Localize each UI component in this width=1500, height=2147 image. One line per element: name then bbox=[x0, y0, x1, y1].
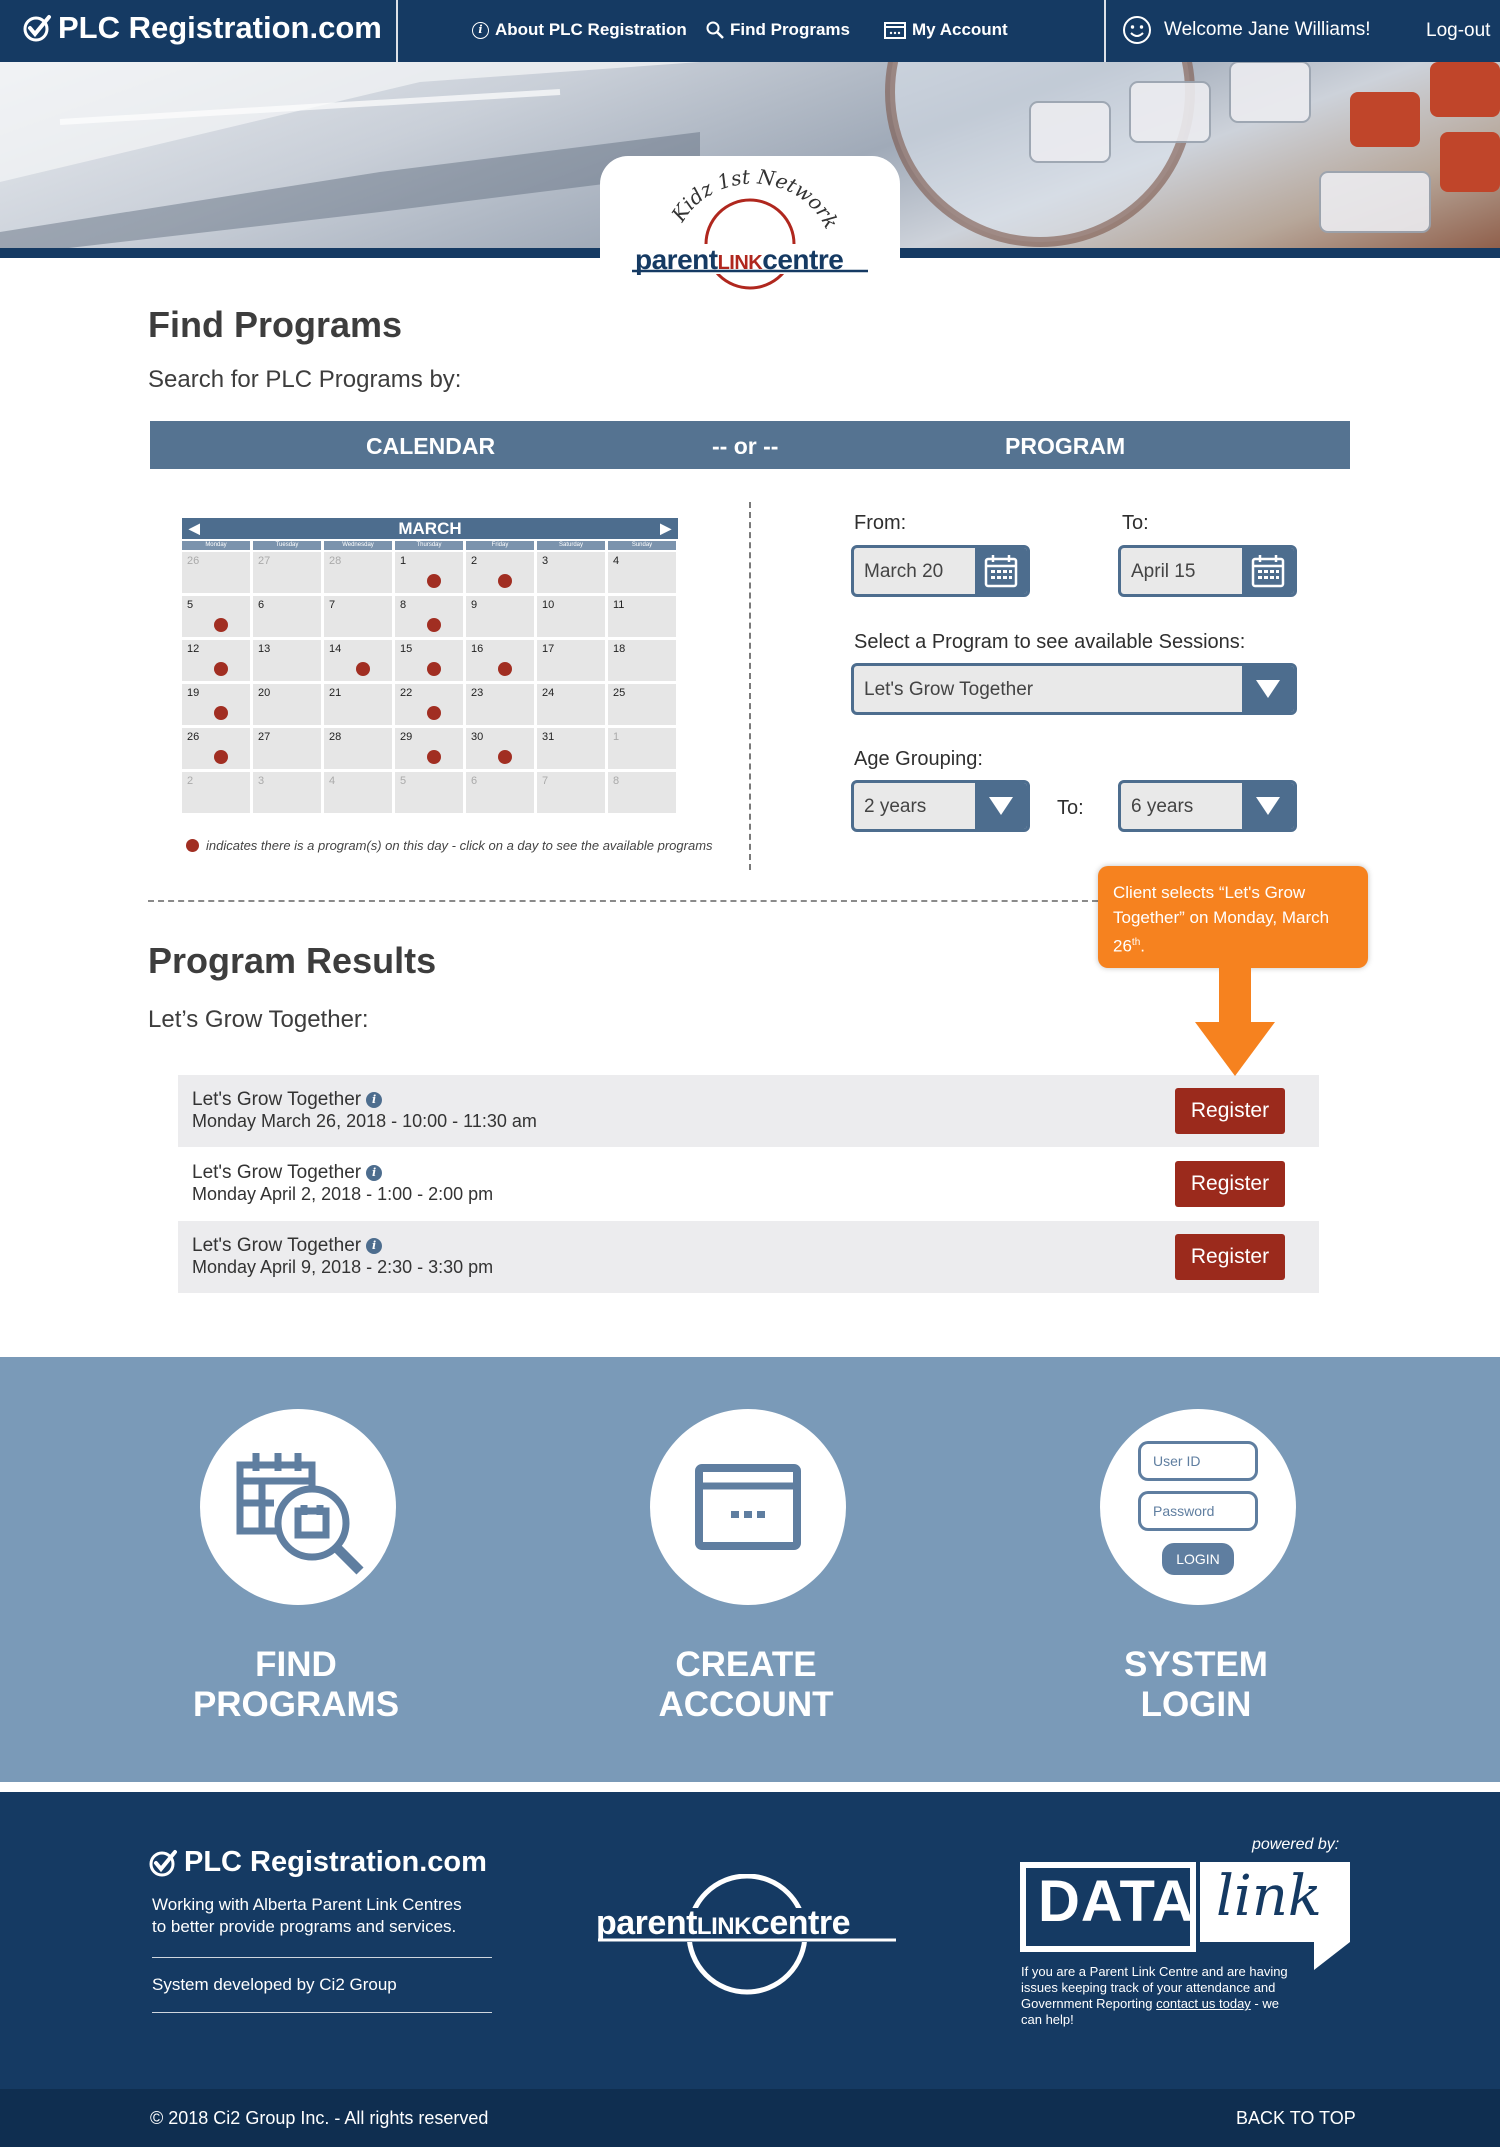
callout-ordinal: th bbox=[1131, 937, 1141, 948]
calendar-day-number: 24 bbox=[542, 687, 555, 699]
program-dot-icon bbox=[356, 662, 370, 676]
calendar-day-number: 5 bbox=[187, 599, 194, 611]
calendar-day-number: 4 bbox=[613, 555, 620, 567]
from-date-value: March 20 bbox=[864, 561, 944, 582]
check-circle-icon bbox=[22, 13, 52, 43]
calendar-day-number: 6 bbox=[258, 599, 265, 611]
age-from-value: 2 years bbox=[864, 796, 927, 817]
calendar-day-number: 29 bbox=[400, 731, 413, 743]
tab-calendar[interactable]: CALENDAR bbox=[366, 433, 496, 459]
nav-divider bbox=[396, 0, 398, 62]
system-login-label bbox=[1046, 1645, 1346, 1725]
info-icon: i bbox=[472, 22, 489, 39]
check-circle-icon bbox=[148, 1848, 178, 1878]
calendar-day-number: 19 bbox=[187, 687, 200, 699]
register-button[interactable]: Register bbox=[1175, 1234, 1285, 1280]
calendar-day-cell[interactable] bbox=[324, 552, 392, 593]
list-item bbox=[178, 1221, 1319, 1293]
help-line-3-b: - we bbox=[1250, 1996, 1279, 2011]
browser-window-icon bbox=[693, 1462, 803, 1552]
search-mode-bar bbox=[150, 421, 1350, 469]
calendar-day-cell[interactable] bbox=[608, 552, 676, 593]
calendar-day-number: 5 bbox=[400, 775, 407, 787]
user-id-input[interactable]: User ID bbox=[1138, 1441, 1258, 1481]
calendar-day-cell[interactable] bbox=[182, 772, 250, 813]
callout-period: . bbox=[1140, 936, 1145, 956]
chevron-down-icon[interactable] bbox=[975, 783, 1027, 829]
program-dot-icon bbox=[427, 750, 441, 764]
program-dot-icon bbox=[186, 839, 199, 852]
calendar-month-label: MARCH bbox=[398, 519, 462, 538]
password-input[interactable]: Password bbox=[1138, 1491, 1258, 1531]
system-login-tile bbox=[1100, 1409, 1296, 1605]
find-label-line-2: PROGRAMS bbox=[192, 1685, 400, 1724]
calendar-day-number: 3 bbox=[542, 555, 549, 567]
find-programs-label bbox=[146, 1645, 446, 1725]
session-name-text: Let's Grow Together bbox=[192, 1162, 362, 1183]
calendar-day-number: 21 bbox=[329, 687, 342, 699]
calendar-day-number: 4 bbox=[329, 775, 336, 787]
vertical-dashed-divider bbox=[749, 502, 751, 870]
calendar-day-cell[interactable] bbox=[466, 728, 534, 769]
session-name bbox=[192, 1162, 382, 1184]
calendar-day-number: 12 bbox=[187, 643, 200, 655]
session-name bbox=[192, 1235, 382, 1257]
horizontal-dashed-divider bbox=[148, 900, 1098, 902]
calendar-day-cell[interactable] bbox=[466, 552, 534, 593]
age-to-label: To: bbox=[1057, 797, 1084, 819]
footer-plc-word-centre: centre bbox=[750, 1904, 850, 1942]
callout-line-2: Together” on Monday, March bbox=[1113, 908, 1330, 927]
logo-word-parent: parent bbox=[635, 244, 718, 275]
weekday-label: Sunday bbox=[608, 541, 676, 550]
calendar-day-number: 25 bbox=[613, 687, 626, 699]
calendar-day-number: 2 bbox=[471, 555, 478, 567]
calendar-day-cell[interactable] bbox=[253, 596, 321, 637]
calendar-day-cell[interactable] bbox=[466, 772, 534, 813]
calendar-day-cell[interactable] bbox=[466, 596, 534, 637]
calendar-day-number: 2 bbox=[187, 775, 194, 787]
callout-day: 26 bbox=[1113, 936, 1132, 956]
calendar-picker-icon[interactable] bbox=[1242, 548, 1294, 594]
calendar-day-cell[interactable] bbox=[182, 552, 250, 593]
calendar-day-cell[interactable] bbox=[324, 640, 392, 681]
session-date: Monday April 9, 2018 - 2:30 - 3:30 pm bbox=[192, 1257, 494, 1277]
welcome-message bbox=[1122, 15, 1371, 45]
calendar-day-cell[interactable] bbox=[537, 772, 605, 813]
program-dot-icon bbox=[498, 662, 512, 676]
brand-logo[interactable] bbox=[22, 10, 382, 46]
calendar-day-cell[interactable] bbox=[537, 684, 605, 725]
calendar-day-number: 15 bbox=[400, 643, 413, 655]
calendar-day-cell[interactable] bbox=[324, 596, 392, 637]
datalink-logo[interactable] bbox=[1020, 1862, 1350, 1954]
age-from-select[interactable] bbox=[851, 780, 1030, 832]
program-dot-icon bbox=[214, 662, 228, 676]
chevron-down-icon[interactable] bbox=[1242, 666, 1294, 712]
help-line-3-a: Government Reporting bbox=[1021, 1996, 1157, 2011]
calendar-day-number: 26 bbox=[187, 731, 200, 743]
create-account-tile[interactable] bbox=[650, 1409, 846, 1605]
session-name-text: Let's Grow Together bbox=[192, 1235, 362, 1256]
chevron-down-icon[interactable] bbox=[1242, 783, 1294, 829]
calendar-day-cell[interactable] bbox=[537, 728, 605, 769]
from-date-field[interactable] bbox=[851, 545, 1030, 597]
footer-brand-text: PLC Registration.com bbox=[184, 1846, 487, 1878]
program-dot-icon bbox=[498, 574, 512, 588]
bottom-bar bbox=[0, 2089, 1500, 2147]
legend-text: indicates there is a program(s) on this day - click on a day to see the available programs bbox=[206, 838, 713, 853]
search-icon bbox=[706, 21, 724, 39]
instruction-callout bbox=[1098, 866, 1368, 968]
program-dot-icon bbox=[427, 618, 441, 632]
down-arrow-icon bbox=[1193, 966, 1277, 1078]
contact-us-link[interactable]: contact us today bbox=[1156, 1996, 1251, 2011]
calendar-day-number: 20 bbox=[258, 687, 271, 699]
weekday-label: Thursday bbox=[395, 541, 463, 550]
nav-find-label: Find Programs bbox=[730, 20, 850, 39]
calendar-day-number: 31 bbox=[542, 731, 555, 743]
logout-link[interactable]: Log-out bbox=[1426, 20, 1491, 41]
tab-separator: -- or -- bbox=[712, 433, 779, 459]
calendar-day-number: 23 bbox=[471, 687, 484, 699]
login-form bbox=[1100, 1409, 1296, 1605]
calendar-picker-icon[interactable] bbox=[975, 548, 1027, 594]
copyright-text: © 2018 Ci2 Group Inc. - All rights reserved bbox=[150, 2108, 489, 2128]
from-label: From: bbox=[854, 512, 907, 534]
program-results-title: Program Results bbox=[148, 940, 437, 981]
calendar-day-cell[interactable] bbox=[537, 596, 605, 637]
nav-about-label: About PLC Registration bbox=[495, 20, 687, 39]
smiley-icon bbox=[1122, 15, 1152, 45]
program-dot-icon bbox=[498, 750, 512, 764]
calendar-day-number: 8 bbox=[613, 775, 620, 787]
create-account-label bbox=[596, 1645, 896, 1725]
calendar-day-cell[interactable] bbox=[253, 684, 321, 725]
calendar-day-cell[interactable] bbox=[608, 596, 676, 637]
calendar-day-number: 26 bbox=[187, 555, 200, 567]
login-button[interactable]: LOGIN bbox=[1162, 1543, 1234, 1575]
calendar-day-number: 14 bbox=[329, 643, 342, 655]
calendar-day-cell[interactable] bbox=[608, 640, 676, 681]
footer-tagline-1: Working with Alberta Parent Link Centres bbox=[152, 1895, 462, 1914]
footer-brand bbox=[148, 1846, 487, 1879]
create-label-line-2: ACCOUNT bbox=[658, 1685, 834, 1724]
calendar-day-cell[interactable] bbox=[395, 728, 463, 769]
find-programs-tile[interactable] bbox=[200, 1409, 396, 1605]
calendar-day-cell[interactable] bbox=[182, 684, 250, 725]
calendar-day-number: 7 bbox=[542, 775, 549, 787]
calendar-day-number: 7 bbox=[329, 599, 336, 611]
footer-plc-wordmark bbox=[596, 1904, 898, 1943]
datalink-link-word: link bbox=[1216, 1864, 1322, 1929]
calendar-day-cell[interactable] bbox=[182, 728, 250, 769]
calendar-day-number: 8 bbox=[400, 599, 407, 611]
footer-tagline bbox=[152, 1894, 462, 1938]
info-icon[interactable]: i bbox=[366, 1238, 382, 1254]
powered-by-label: powered by: bbox=[1252, 1836, 1340, 1853]
program-results-subtitle: Let’s Grow Together: bbox=[148, 1006, 369, 1033]
calendar-day-cell[interactable] bbox=[608, 772, 676, 813]
back-to-top-link[interactable]: BACK TO TOP bbox=[1236, 2108, 1356, 2128]
calendar-day-number: 17 bbox=[542, 643, 555, 655]
program-select[interactable] bbox=[851, 663, 1297, 715]
calendar-day-number: 10 bbox=[542, 599, 555, 611]
top-navigation bbox=[0, 0, 1500, 62]
program-dot-icon bbox=[427, 706, 441, 720]
weekday-label: Tuesday bbox=[253, 541, 321, 550]
program-dot-icon bbox=[427, 574, 441, 588]
list-item bbox=[178, 1148, 1319, 1220]
datalink-help-text bbox=[1021, 1964, 1321, 2028]
welcome-text: Welcome Jane Williams! bbox=[1164, 19, 1371, 40]
logo-wordmark bbox=[635, 244, 867, 276]
logo-word-centre: centre bbox=[762, 244, 844, 275]
footer-developed: System developed by Ci2 Group bbox=[152, 1975, 397, 1994]
calendar-day-number: 28 bbox=[329, 731, 342, 743]
calendar-day-cell[interactable] bbox=[182, 596, 250, 637]
footer-plc-logo bbox=[594, 1874, 900, 2004]
calendar-day-cell[interactable] bbox=[466, 684, 534, 725]
create-label-line-1: CREATE bbox=[675, 1645, 817, 1684]
help-line-3 bbox=[1021, 1996, 1321, 2012]
logo-arc-text bbox=[600, 156, 900, 251]
age-to-select[interactable] bbox=[1118, 780, 1297, 832]
feature-band bbox=[0, 1357, 1500, 1782]
register-button[interactable]: Register bbox=[1175, 1161, 1285, 1207]
calendar-day-cell[interactable] bbox=[253, 772, 321, 813]
program-select-value: Let's Grow Together bbox=[864, 679, 1034, 700]
calendar-legend bbox=[186, 838, 713, 853]
browser-window-icon bbox=[884, 22, 906, 39]
calendar-day-number: 28 bbox=[329, 555, 342, 567]
age-to-value: 6 years bbox=[1131, 796, 1194, 817]
parent-link-centre-logo bbox=[600, 156, 900, 306]
footer-plc-word-parent: parent bbox=[596, 1904, 697, 1942]
calendar-day-number: 1 bbox=[613, 731, 620, 743]
help-line-1: If you are a Parent Link Centre and are having bbox=[1021, 1964, 1288, 1979]
calendar-day-number: 18 bbox=[613, 643, 626, 655]
info-icon[interactable]: i bbox=[366, 1092, 382, 1108]
calendar-day-cell[interactable] bbox=[253, 728, 321, 769]
callout-line-3 bbox=[1113, 930, 1356, 959]
nav-about-link[interactable] bbox=[472, 20, 687, 40]
calendar-header bbox=[182, 518, 678, 539]
nav-account-label: My Account bbox=[912, 20, 1008, 39]
site-footer bbox=[0, 1792, 1500, 2089]
calendar-day-cell[interactable] bbox=[253, 640, 321, 681]
logo-word-link: LINK bbox=[717, 252, 763, 274]
help-line-4: can help! bbox=[1021, 2012, 1074, 2027]
nav-divider bbox=[1104, 0, 1106, 62]
find-label-line-1: FIND bbox=[255, 1645, 337, 1684]
footer-tagline-2: to better provide programs and services. bbox=[152, 1917, 457, 1936]
calendar-day-number: 1 bbox=[400, 555, 407, 567]
program-select-label: Select a Program to see available Sessions: bbox=[854, 631, 1246, 653]
session-name-text: Let's Grow Together bbox=[192, 1089, 362, 1110]
calendar-day-number: 11 bbox=[613, 599, 625, 611]
session-date: Monday March 26, 2018 - 10:00 - 11:30 am bbox=[192, 1111, 537, 1131]
calendar-day-cell[interactable] bbox=[182, 640, 250, 681]
list-item bbox=[178, 1075, 1319, 1147]
calendar-day-number: 6 bbox=[471, 775, 478, 787]
calendar-day-cell[interactable] bbox=[608, 684, 676, 725]
weekday-label: Friday bbox=[466, 541, 534, 550]
footer-plc-word-link: LINK bbox=[696, 1913, 751, 1940]
program-dot-icon bbox=[214, 706, 228, 720]
weekday-label: Saturday bbox=[537, 541, 605, 550]
svg-text:Kidz 1st Network bbox=[666, 164, 844, 232]
calendar-day-cell[interactable] bbox=[324, 728, 392, 769]
calendar-day-number: 22 bbox=[400, 687, 413, 699]
program-dot-icon bbox=[214, 750, 228, 764]
brand-text: PLC Registration.com bbox=[58, 10, 382, 45]
tab-program[interactable]: PROGRAM bbox=[1005, 433, 1126, 459]
calendar-day-cell[interactable] bbox=[537, 640, 605, 681]
calendar-day-cell[interactable] bbox=[253, 552, 321, 593]
login-label-line-1: SYSTEM bbox=[1124, 1645, 1268, 1684]
callout-line-1: Client selects “Let's Grow bbox=[1113, 883, 1306, 902]
calendar-day-number: 13 bbox=[258, 643, 271, 655]
calendar-day-number: 16 bbox=[471, 643, 484, 655]
register-button[interactable]: Register bbox=[1175, 1088, 1285, 1134]
calendar-day-cell[interactable] bbox=[395, 640, 463, 681]
session-date: Monday April 2, 2018 - 1:00 - 2:00 pm bbox=[192, 1184, 494, 1204]
calendar-next-arrow-icon[interactable]: ▶ bbox=[660, 520, 671, 536]
calendar-day-number: 30 bbox=[471, 731, 484, 743]
calendar-weekday-row bbox=[182, 541, 678, 550]
footer-divider bbox=[152, 2012, 492, 2013]
calendar-day-number: 9 bbox=[471, 599, 478, 611]
program-dot-icon bbox=[214, 618, 228, 632]
calendar-day-number: 3 bbox=[258, 775, 265, 787]
weekday-label: Monday bbox=[182, 541, 250, 550]
help-line-2: issues keeping track of your attendance and bbox=[1021, 1980, 1276, 1995]
calendar-day-cell[interactable] bbox=[395, 552, 463, 593]
info-icon[interactable]: i bbox=[366, 1165, 382, 1181]
nav-my-account-link[interactable] bbox=[884, 20, 1008, 40]
calendar-day-number: 27 bbox=[258, 731, 271, 743]
to-date-field[interactable] bbox=[1118, 545, 1297, 597]
age-grouping-label: Age Grouping: bbox=[854, 748, 983, 770]
calendar-grid bbox=[182, 552, 678, 813]
login-label-line-2: LOGIN bbox=[1140, 1685, 1252, 1724]
program-dot-icon bbox=[427, 662, 441, 676]
calendar-day-cell[interactable] bbox=[608, 728, 676, 769]
calendar-day-cell[interactable] bbox=[466, 640, 534, 681]
footer-divider bbox=[152, 1957, 492, 1958]
nav-find-programs-link[interactable] bbox=[706, 20, 850, 40]
logo-arc-label: Kidz 1st Network bbox=[666, 164, 844, 233]
session-name bbox=[192, 1089, 382, 1111]
calendar-day-cell[interactable] bbox=[324, 684, 392, 725]
to-label: To: bbox=[1122, 512, 1149, 534]
weekday-label: Wednesday bbox=[324, 541, 392, 550]
find-programs-title: Find Programs bbox=[148, 304, 403, 345]
calendar-day-cell[interactable] bbox=[537, 552, 605, 593]
program-calendar bbox=[182, 518, 678, 813]
to-date-value: April 15 bbox=[1131, 561, 1196, 582]
calendar-day-cell[interactable] bbox=[395, 684, 463, 725]
calendar-day-cell[interactable] bbox=[395, 772, 463, 813]
calendar-day-number: 27 bbox=[258, 555, 271, 567]
calendar-day-cell[interactable] bbox=[395, 596, 463, 637]
calendar-day-cell[interactable] bbox=[324, 772, 392, 813]
datalink-data-word: DATA bbox=[1038, 1869, 1195, 1934]
calendar-search-icon bbox=[228, 1437, 368, 1577]
calendar-prev-arrow-icon[interactable]: ◀ bbox=[189, 520, 200, 536]
find-programs-subtitle: Search for PLC Programs by: bbox=[148, 366, 462, 393]
